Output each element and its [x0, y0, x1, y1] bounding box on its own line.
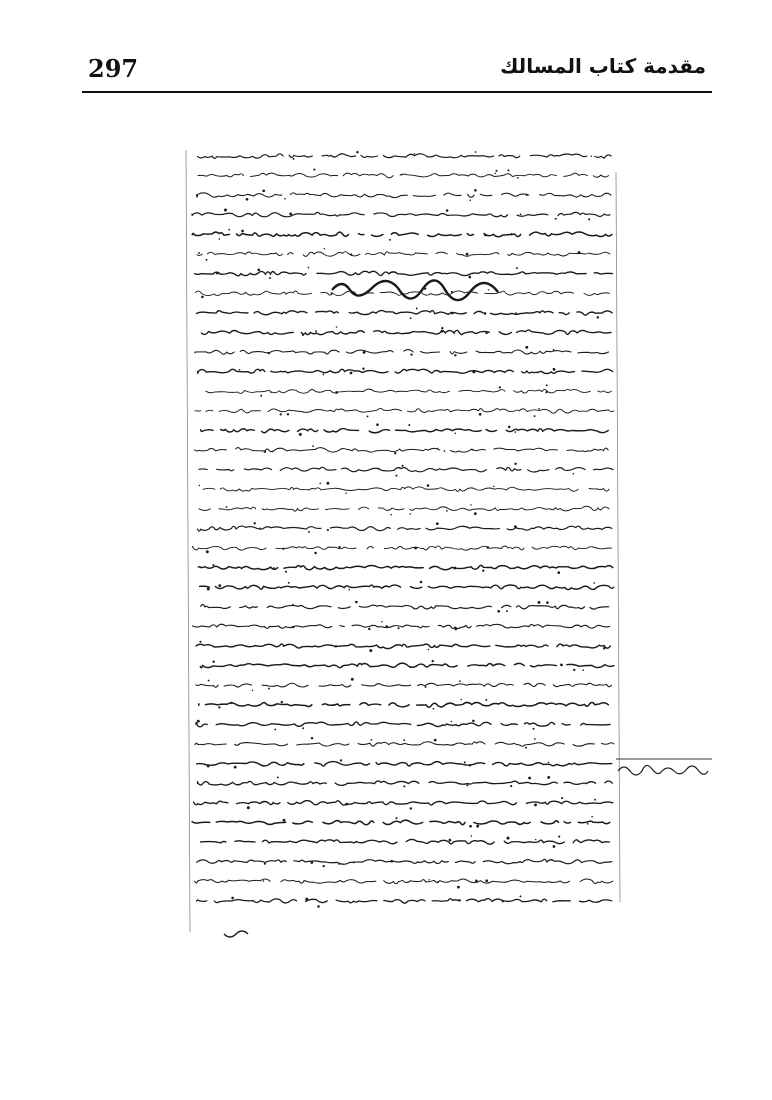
manuscript-dot [428, 879, 429, 880]
manuscript-dot [363, 351, 366, 354]
manuscript-dot [326, 482, 329, 485]
manuscript-line [193, 839, 610, 844]
manuscript-dot [323, 865, 325, 867]
manuscript-line [198, 389, 611, 393]
manuscript-dot [308, 267, 310, 269]
manuscript-dot [526, 194, 528, 196]
manuscript-line [195, 879, 613, 884]
manuscript-dot [324, 248, 326, 250]
manuscript-dot [206, 259, 208, 261]
manuscript-line [190, 311, 612, 316]
manuscript-dot [427, 484, 430, 487]
manuscript-dot [356, 151, 358, 153]
manuscript-dot [548, 762, 550, 764]
manuscript-dot [454, 627, 457, 630]
manuscript-dot [390, 860, 393, 863]
manuscript-dot [484, 234, 487, 237]
manuscript-dot [493, 486, 495, 488]
manuscript-dot [253, 645, 255, 647]
manuscript-dot [299, 433, 302, 436]
manuscript-dot [499, 386, 501, 388]
manuscript-dot [471, 835, 473, 837]
manuscript-dot [350, 372, 353, 375]
manuscript-dot [252, 689, 254, 691]
manuscript-dot [474, 512, 477, 515]
manuscript-dot [451, 312, 454, 315]
manuscript-dot [444, 450, 446, 452]
manuscript-dot [385, 625, 388, 628]
page-header [82, 52, 712, 92]
manuscript-line [195, 271, 613, 275]
manuscript-dot [525, 346, 528, 349]
manuscript-line [192, 565, 613, 569]
manuscript-emphasis [332, 280, 498, 300]
manuscript-dot [212, 564, 214, 566]
manuscript-line [200, 585, 614, 590]
manuscript-line [196, 683, 612, 687]
manuscript-dot [268, 688, 270, 690]
manuscript-dot [587, 823, 589, 825]
manuscript-dot [588, 218, 590, 220]
manuscript-dot [302, 334, 304, 336]
manuscript-dot [317, 905, 320, 908]
manuscript-dot [376, 423, 379, 426]
manuscript-dot [482, 570, 484, 572]
manuscript-line [200, 663, 614, 668]
manuscript-dot [315, 330, 317, 332]
manuscript-dot [578, 251, 581, 254]
manuscript-dot [292, 604, 294, 606]
manuscript-dot [510, 233, 512, 235]
manuscript-dot [268, 352, 270, 354]
manuscript-dot [469, 825, 472, 828]
manuscript-dot [459, 899, 461, 901]
manuscript-dot [397, 627, 399, 629]
manuscript-line [196, 644, 610, 649]
manuscript-dot [281, 701, 283, 703]
manuscript-dot [538, 408, 540, 410]
marginal-note-scribble [612, 753, 722, 783]
manuscript-dot [520, 895, 522, 897]
manuscript-dot [395, 475, 397, 477]
manuscript-dot [420, 581, 423, 584]
manuscript-dot [535, 839, 536, 840]
manuscript-dot [485, 699, 487, 701]
manuscript-dot [218, 584, 221, 587]
manuscript-dot [516, 267, 518, 269]
manuscript-dot [206, 550, 209, 553]
manuscript-dot [207, 588, 210, 591]
manuscript-dot [479, 413, 482, 416]
manuscript-dot [345, 803, 348, 806]
manuscript-dot [390, 514, 392, 516]
manuscript-dot [454, 354, 456, 356]
manuscript-dot [338, 863, 339, 864]
manuscript-dot [436, 522, 439, 525]
manuscript-line [199, 702, 609, 707]
manuscript-dot [446, 209, 449, 212]
manuscript-dot [475, 151, 477, 153]
manuscript-dot [367, 415, 369, 417]
manuscript-dot [219, 238, 221, 240]
manuscript-dot [514, 525, 517, 528]
manuscript-dot [198, 252, 200, 254]
manuscript-dot [528, 777, 531, 780]
manuscript-dot [340, 759, 342, 761]
manuscript-dot [485, 332, 487, 334]
manuscript-dot [553, 845, 556, 848]
manuscript-line [198, 173, 609, 178]
manuscript-dot [454, 433, 456, 435]
manuscript-dot [515, 431, 517, 433]
manuscript-dot [502, 901, 504, 903]
manuscript-dot [534, 415, 536, 417]
manuscript-dot [199, 485, 201, 487]
manuscript-dot [263, 880, 265, 882]
manuscript-dot [331, 292, 333, 294]
manuscript-dot [582, 669, 584, 671]
manuscript-dot [345, 492, 347, 494]
manuscript-dot [262, 189, 265, 192]
manuscript-dot [434, 739, 437, 742]
manuscript-dot [201, 296, 204, 299]
manuscript-line [198, 369, 613, 373]
manuscript-dot [546, 601, 549, 604]
manuscript-dot [553, 349, 555, 351]
manuscript-dot [451, 721, 452, 722]
manuscript-line [192, 232, 612, 237]
manuscript-dot [287, 413, 289, 415]
manuscript-line [199, 467, 613, 472]
manuscript-dot [591, 155, 592, 156]
manuscript-dot [381, 621, 382, 622]
manuscript-scribbles [168, 142, 624, 942]
manuscript-dot [208, 680, 210, 682]
manuscript-dot [525, 747, 527, 749]
manuscript-dot [335, 391, 338, 394]
manuscript-line [201, 429, 609, 433]
manuscript-dot [246, 198, 249, 201]
manuscript-dot [313, 169, 315, 171]
manuscript-dot [228, 229, 230, 231]
manuscript-dot [561, 797, 563, 799]
manuscript-dot [497, 610, 500, 613]
manuscript-dot [264, 863, 266, 865]
manuscript-dot [355, 601, 358, 604]
manuscript-dot [449, 839, 452, 842]
manuscript-line [197, 899, 612, 904]
manuscript-dot [538, 601, 541, 604]
manuscript-dot [428, 649, 430, 651]
manuscript-dot [534, 803, 537, 806]
manuscript-dot [441, 330, 444, 333]
manuscript-dot [573, 669, 575, 671]
manuscript-dot [403, 785, 405, 787]
manuscript-dot [327, 529, 329, 531]
manuscript-dot [273, 567, 275, 569]
manuscript-dot [257, 268, 260, 271]
manuscript-dot [336, 326, 338, 328]
manuscript-dot [319, 482, 321, 484]
manuscript-dot [350, 253, 352, 255]
manuscript-dot [312, 445, 314, 447]
manuscript-dot [484, 312, 487, 315]
manuscript-dot [277, 776, 279, 778]
manuscript-dot [485, 879, 488, 882]
manuscript-dot [231, 897, 234, 900]
manuscript-dot [464, 761, 466, 763]
manuscript-dot [216, 272, 219, 275]
manuscript-dot [260, 395, 262, 397]
manuscript-dot [472, 720, 475, 723]
manuscript-line [190, 154, 611, 159]
manuscript-dot [469, 764, 471, 766]
manuscript-line [192, 820, 610, 825]
manuscript-dot [280, 413, 282, 415]
manuscript-dot [459, 680, 461, 682]
manuscript-dot [389, 239, 391, 241]
manuscript-dot [546, 384, 548, 386]
manuscript-dot [401, 174, 403, 176]
manuscript-dot [475, 879, 478, 882]
manuscript-dot [234, 766, 237, 769]
manuscript-dot [597, 316, 599, 318]
manuscript-dot [414, 547, 417, 550]
manuscript-dot [560, 664, 563, 667]
manuscript-dot [402, 465, 404, 467]
manuscript-line [196, 722, 610, 727]
marginal-note [612, 753, 722, 783]
manuscript-dot [339, 546, 341, 548]
manuscript-dot [472, 370, 475, 373]
manuscript-line [190, 408, 614, 413]
manuscript-dot [199, 641, 201, 643]
manuscript-line [194, 801, 613, 805]
manuscript-dot [371, 739, 373, 741]
manuscript-dot [302, 727, 304, 729]
manuscript-dot [311, 737, 313, 739]
manuscript-dot [283, 819, 286, 822]
manuscript-dot [432, 660, 434, 662]
manuscript-dot [558, 836, 560, 838]
manuscript-dot [495, 170, 497, 172]
manuscript-dot [514, 463, 516, 465]
manuscript-line [187, 193, 611, 198]
manuscript-dot [553, 368, 556, 371]
manuscript-dot [293, 158, 295, 160]
manuscript-dot [226, 506, 228, 508]
manuscript-dot [288, 582, 290, 584]
manuscript-dot [292, 626, 294, 628]
manuscript-line [195, 742, 614, 747]
manuscript-dot [487, 546, 490, 549]
manuscript-dot [353, 862, 355, 864]
manuscript-dot [368, 628, 370, 630]
manuscript-dot [520, 213, 522, 215]
manuscript-dot [572, 473, 574, 475]
manuscript-dot [270, 392, 271, 393]
manuscript-dot [408, 424, 410, 426]
manuscript-dot [254, 522, 256, 524]
manuscript-dot [603, 647, 606, 650]
manuscript-dot [213, 661, 215, 663]
manuscript-dot [285, 571, 287, 573]
manuscript-dot [314, 552, 317, 555]
manuscript-dot [474, 189, 477, 192]
manuscript-dot [506, 610, 508, 612]
manuscript-dot [532, 728, 534, 730]
manuscript-dot [349, 589, 351, 591]
manuscript-dot [284, 198, 286, 200]
manuscript-dot [441, 327, 443, 329]
manuscript-dot [241, 230, 244, 233]
header-rule [82, 91, 712, 93]
manuscript-dot [472, 449, 474, 451]
manuscript-dot [510, 785, 512, 787]
manuscript-dot [311, 861, 314, 864]
manuscript-dot [476, 825, 479, 828]
manuscript-dot [259, 528, 261, 530]
manuscript-dot [394, 452, 396, 454]
manuscript-dot [432, 708, 434, 710]
manuscript-dot [494, 173, 495, 174]
manuscript-dot [466, 784, 468, 786]
manuscript-dot [305, 898, 308, 901]
manuscript-line [197, 859, 612, 864]
manuscript-line [192, 624, 610, 628]
manuscript-dot [603, 157, 605, 159]
manuscript-dot [378, 468, 380, 470]
manuscript-dot [269, 277, 271, 279]
manuscript-dot [555, 218, 557, 220]
manuscript-dot [322, 374, 324, 376]
manuscript-dot [351, 678, 354, 681]
manuscript-line [197, 762, 612, 766]
manuscript-dot [446, 510, 448, 512]
manuscript-dot [453, 567, 456, 570]
manuscript-dot [410, 807, 412, 809]
manuscript-dot [507, 837, 510, 840]
manuscript-dot [230, 702, 232, 704]
manuscript-dot [274, 728, 276, 730]
manuscript-dot [515, 312, 517, 314]
manuscript-dot [369, 649, 372, 652]
manuscript-dot [437, 448, 439, 450]
manuscript-dot [416, 307, 418, 309]
page-title: مقدمة كتاب المسالك [500, 54, 706, 78]
manuscript-dot [197, 720, 200, 723]
manuscript-image [168, 142, 624, 942]
manuscript-dot [451, 291, 453, 293]
manuscript-line [192, 212, 610, 216]
manuscript-dot [534, 738, 536, 740]
manuscript-dot [594, 799, 596, 801]
manuscript-dot [264, 451, 266, 453]
manuscript-dot [410, 317, 412, 319]
manuscript-dot [469, 199, 471, 201]
manuscript-line [198, 781, 613, 785]
manuscript-line [197, 252, 610, 257]
manuscript-dot [545, 391, 547, 393]
manuscript-dot [282, 548, 284, 550]
manuscript-line [199, 506, 609, 511]
manuscript-dot [362, 368, 364, 370]
manuscript-dot [399, 467, 401, 469]
manuscript-dot [547, 776, 550, 779]
manuscript-dot [239, 369, 240, 370]
manuscript-dot [460, 699, 462, 701]
manuscript-line [198, 487, 609, 492]
page-number: 297 [88, 54, 139, 83]
manuscript-dot [410, 513, 412, 515]
manuscript-line [195, 448, 609, 453]
manuscript-dot [335, 645, 337, 647]
manuscript-line [192, 330, 611, 335]
manuscript-dot [593, 582, 595, 584]
manuscript-dot [591, 816, 593, 818]
manuscript-dot [557, 571, 560, 574]
manuscript-dot [508, 426, 511, 429]
manuscript-dot [409, 666, 411, 668]
manuscript-dot [488, 289, 489, 290]
manuscript-dot [466, 253, 469, 256]
manuscript-dot [507, 169, 509, 171]
manuscript-dot [470, 504, 471, 505]
manuscript-dot [395, 817, 397, 819]
manuscript-dot [308, 531, 310, 533]
manuscript-line [192, 546, 611, 550]
manuscript-line [201, 605, 609, 610]
manuscript-dot [224, 209, 227, 212]
manuscript-dot [218, 706, 220, 708]
manuscript-dot [425, 686, 427, 688]
manuscript-dot [410, 353, 412, 355]
manuscript-dot [517, 177, 519, 179]
manuscript-dot [457, 886, 460, 889]
manuscript-dot [468, 276, 471, 279]
manuscript-dot [247, 806, 250, 809]
manuscript-dot [403, 739, 405, 741]
manuscript-dot [207, 765, 210, 768]
manuscript-dot [414, 153, 415, 154]
manuscript-dot [289, 213, 292, 216]
manuscript-dot [437, 881, 439, 883]
manuscript-line [195, 350, 609, 355]
